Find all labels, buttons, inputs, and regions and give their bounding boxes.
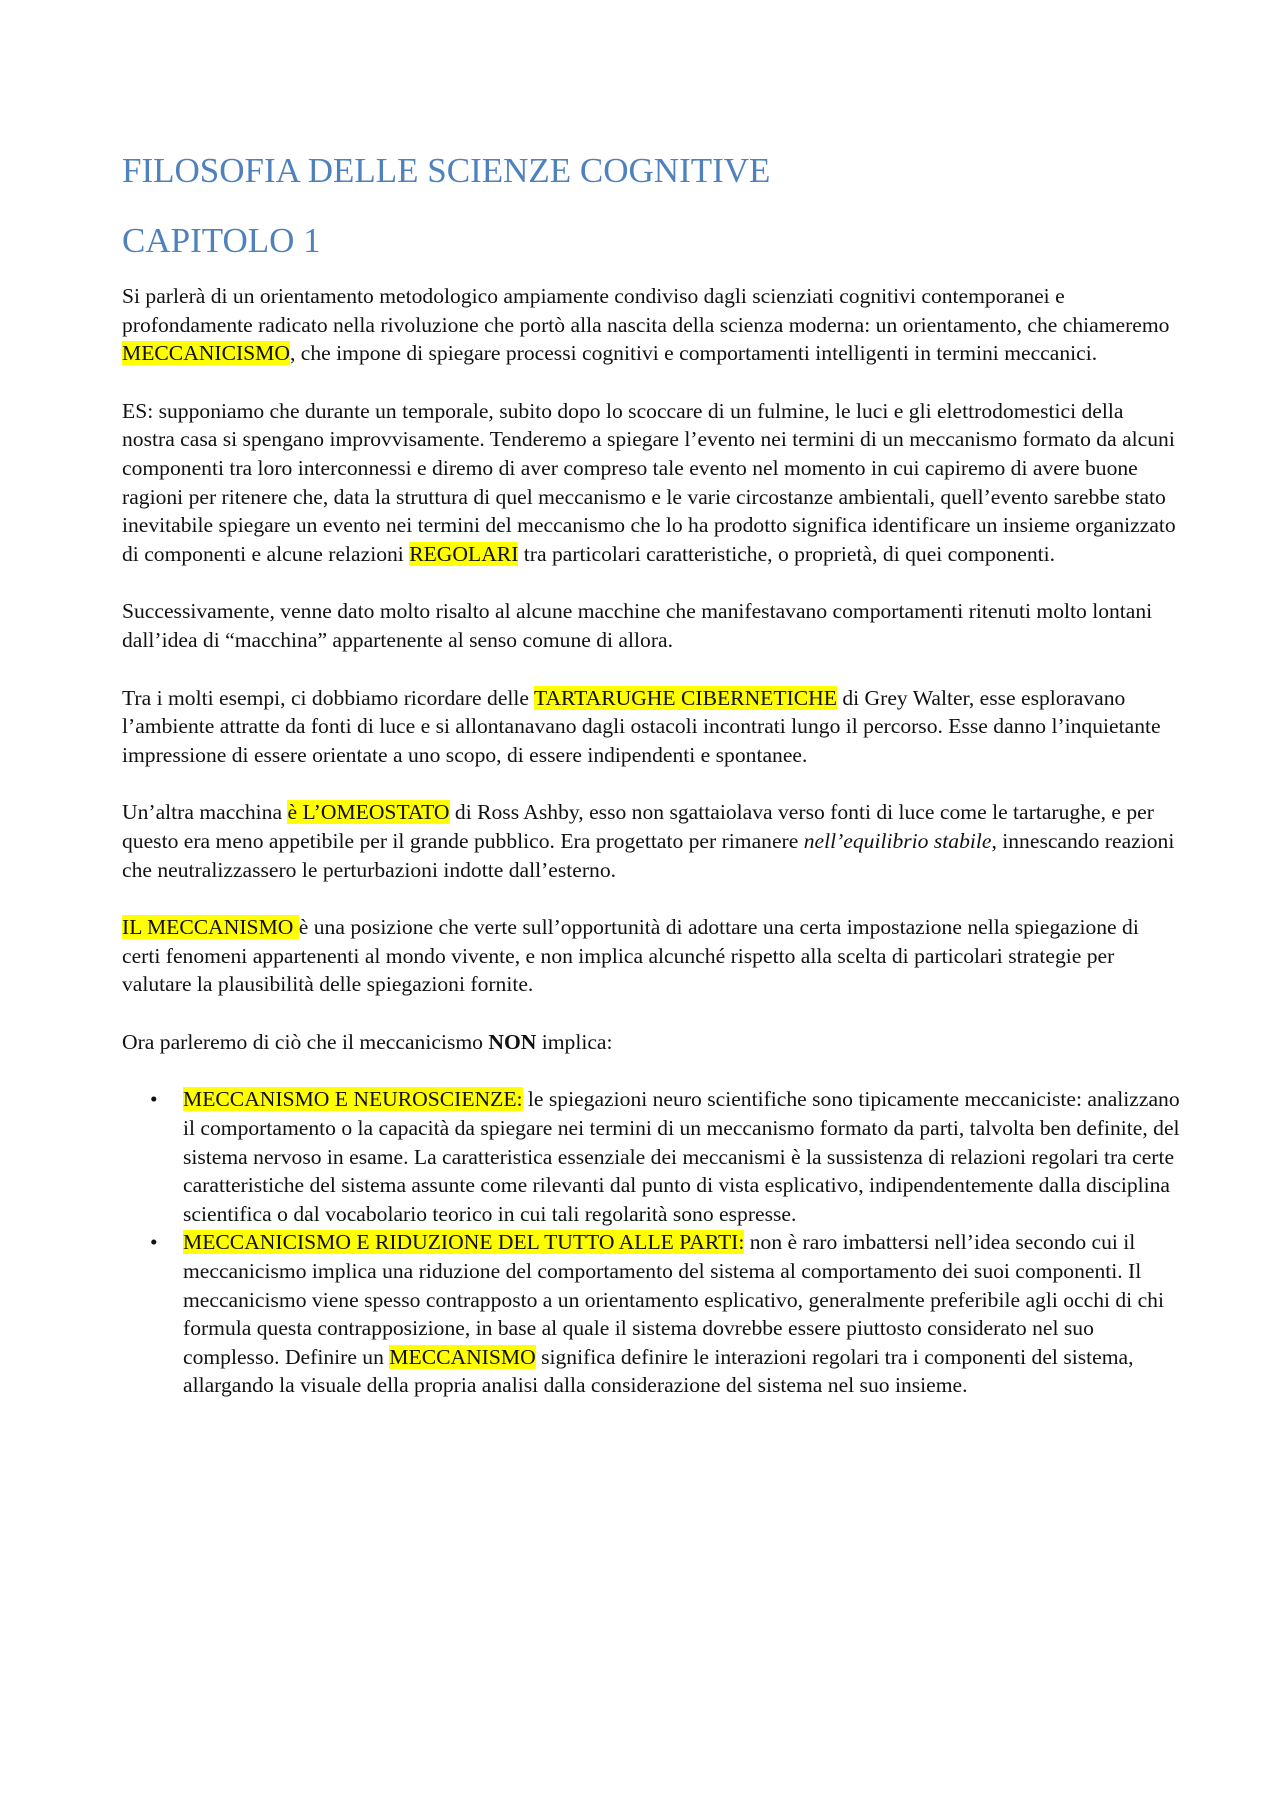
bullet-list (122, 1085, 1180, 1400)
document-title: FILOSOFIA DELLE SCIENZE COGNITIVE (122, 151, 771, 190)
paragraph-text: di Grey Walter, esse esploravano l’ambiente attratte da fonti di luce e si allontanavano dagli ostacoli incontrati lungo il percorso. Esse danno l’inquietante impressione di essere orientate a uno scopo, di essere indipendenti e spontanee. (122, 685, 1161, 767)
list-item-text: significa definire le interazioni regolari tra i componenti del sistema, allargando la visuale della propria analisi dalla considerazione del sistema nel suo insieme. (183, 1344, 1134, 1398)
paragraph-text: tra particolari caratteristiche, o proprietà, di quei componenti. (518, 541, 1056, 566)
paragraph-text: di Ross Ashby, esso non sgattaiolava verso fonti di luce come le tartarughe, e per questo era meno appetibile per il grande pubblico. Era progettato per rimanere (122, 800, 1154, 853)
list-item-text: le spiegazioni neuro scientifiche sono tipicamente meccaniciste: analizzano il comportamento o la capacità da spiegare nei termini di un meccanismo formato da parti, talvolta ben definite, del sistema nervoso in esame. La caratteristica essenziale dei meccanismi è la sussistenza di relazioni regolari tra certe caratteristiche del sistema assunte come rilevanti dal punto di vista esplicativo, indipendentemente dalla disciplina scientifica o dal vocabolario teorico in cui tali regolarità sono espresse. (183, 1087, 1180, 1226)
paragraph-meccanismo (122, 913, 1180, 999)
bullet-icon: • (150, 1087, 158, 1112)
highlight-term: IL MECCANISMO (122, 915, 299, 940)
list-item (122, 1228, 1180, 1400)
paragraph-example (122, 397, 1180, 569)
bullet-icon: • (150, 1230, 158, 1255)
paragraph-text: Si parlerà di un orientamento metodologico ampiamente condiviso dagli scienziati cognitivi contemporanei e profondamente radicato nella rivoluzione che portò alla nascita della scienza moderna: un orientamento, che chiameremo (122, 284, 1170, 337)
paragraph-text: Un’altra macchina (122, 800, 288, 825)
paragraph-tartarughe (122, 684, 1180, 770)
bold-text: NON (488, 1029, 537, 1054)
highlight-term: MECCANICISMO (122, 341, 290, 366)
paragraph-text: Tra i molti esempi, ci dobbiamo ricordare delle (122, 685, 534, 710)
paragraph-machines: Successivamente, venne dato molto risalto al alcune macchine che manifestavano comportamenti ritenuti molto lontani dall’idea di “macchina” appartenente al senso comune di allora. (122, 599, 1153, 652)
highlight-term: MECCANISMO (389, 1344, 536, 1369)
paragraph-omeostato (122, 798, 1180, 884)
list-item-text: non è raro imbattersi nell’idea secondo cui il meccanicismo implica una riduzione del comportamento del sistema al comportamento dei suoi componenti. Il meccanicismo viene spesso contrapposto a un orientamento esplicativo, generalmente preferibile agli occhi di chi formula questa contrapposizione, in base al quale il sistema dovrebbe essere piuttosto considerato nel suo complesso. Definire un (183, 1230, 1164, 1369)
highlight-term: REGOLARI (409, 541, 519, 566)
paragraph-text: implica: (536, 1029, 613, 1054)
paragraph-text: è una posizione che verte sull’opportunità di adottare una certa impostazione nella spiegazione di certi fenomeni appartenenti al mondo vivente, e non implica alcunché rispetto alla scelta di particolari strategie per valutare la plausibilità delle spiegazioni fornite. (122, 915, 1139, 997)
paragraph-text: , innescando reazioni che neutralizzassero le perturbazioni indotte dall’esterno. (122, 828, 1175, 882)
highlight-term: è L’OMEOSTATO (287, 800, 450, 825)
list-item (122, 1085, 1180, 1228)
paragraph-text: , che impone di spiegare processi cognitivi e comportamenti intelligenti in termini meccanici. (289, 341, 1098, 366)
paragraph-intro (122, 282, 1180, 368)
paragraph-text: ES: supponiamo che durante un temporale, subito dopo lo scoccare di un fulmine, le luci e gli elettrodomestici della nostra casa si spengano improvvisamente. Tenderemo a spiegare l’evento nei termini di un meccanismo formato da alcuni componenti tra loro interconnessi e diremo di aver compreso tale evento nel momento in cui capiremo di avere buone ragioni per ritenere che, data la struttura di quel meccanismo e le varie circostanze ambientali, quell’evento sarebbe stato inevitabile spiegare un evento nei termini del meccanismo che lo ha prodotto significa identificare un insieme organizzato di componenti e alcune relazioni (122, 398, 1176, 566)
paragraph-text: Ora parleremo di ciò che il meccanicismo (122, 1029, 489, 1054)
highlight-term: TARTARUGHE CIBERNETICHE (534, 685, 837, 710)
emphasis-text: nell’equilibrio stabile (803, 828, 992, 853)
highlight-term: MECCANISMO E NEUROSCIENZE: (183, 1087, 523, 1112)
paragraph-non-implica (122, 1028, 1180, 1057)
highlight-term: MECCANICISMO E RIDUZIONE DEL TUTTO ALLE PARTI: (183, 1230, 745, 1255)
chapter-heading: CAPITOLO 1 (122, 221, 321, 260)
